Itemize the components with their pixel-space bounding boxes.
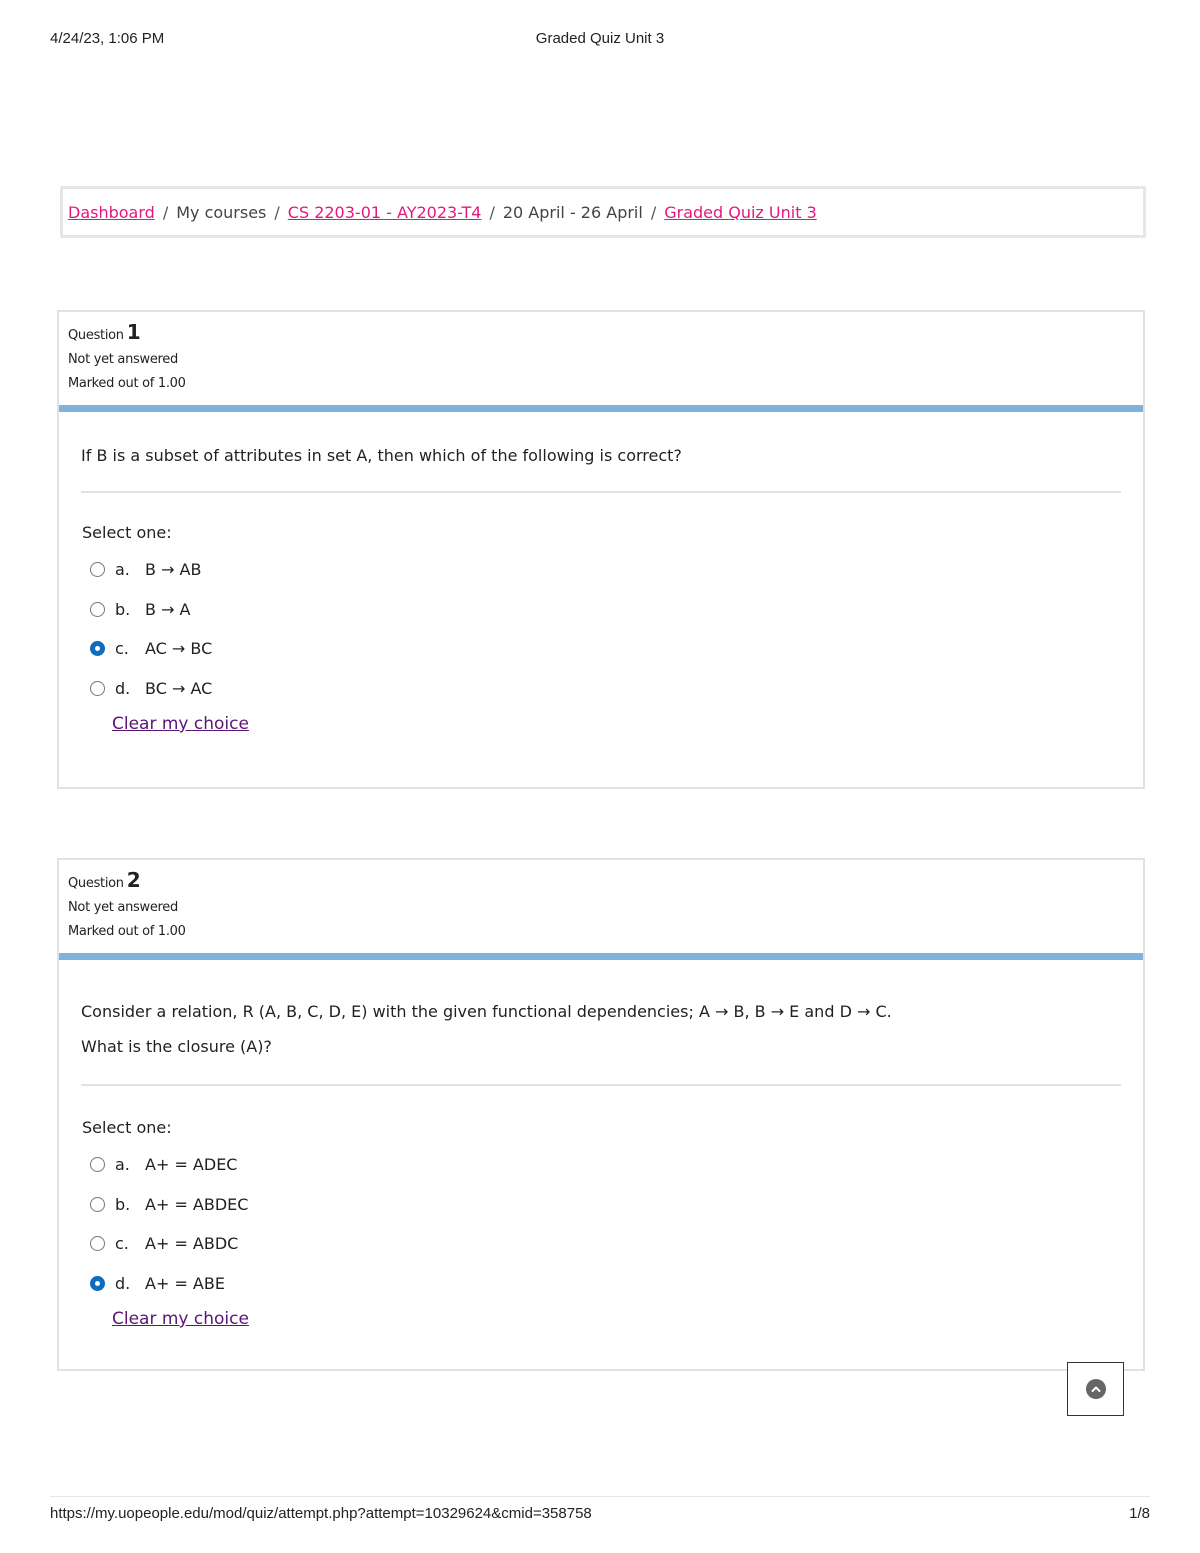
answer-option-b[interactable] [90, 1185, 1143, 1225]
answer-text: A+ = ABE [145, 1273, 225, 1293]
question-grade: Marked out of 1.00 [68, 924, 186, 939]
radio-button[interactable] [90, 602, 105, 617]
answer-text: A+ = ABDEC [145, 1194, 249, 1214]
answer-text: AC → BC [145, 639, 213, 659]
question-2 [57, 858, 1145, 1371]
question-label: Question [68, 876, 124, 891]
back-to-top-button[interactable] [1067, 1362, 1124, 1416]
breadcrumb-separator: / [274, 202, 280, 222]
answer-letter: c. [115, 1234, 129, 1254]
question-1 [57, 310, 1145, 789]
answer-letter: a. [115, 560, 130, 580]
print-header [50, 30, 1150, 50]
breadcrumb-course-link[interactable]: CS 2203-01 - AY2023-T4 [287, 202, 482, 222]
answer-list [90, 550, 1143, 708]
breadcrumb-dashboard-link[interactable]: Dashboard [68, 202, 155, 222]
breadcrumb-my-courses: My courses [176, 202, 267, 222]
chevron-up-icon [1086, 1379, 1106, 1399]
answer-option-a[interactable] [90, 1145, 1143, 1185]
question-text-line: If B is a subset of attributes in set A, then which of the following is correct? [81, 446, 682, 465]
answer-text: B → AB [145, 560, 202, 580]
answer-text: A+ = ADEC [145, 1155, 238, 1175]
question-number-value: 2 [126, 868, 141, 892]
breadcrumb-separator: / [162, 202, 169, 222]
breadcrumb-week: 20 April - 26 April [502, 202, 643, 222]
question-number [68, 320, 1143, 344]
radio-button[interactable] [90, 1157, 105, 1172]
clear-my-choice-link[interactable]: Clear my choice [112, 1309, 249, 1329]
answer-letter: a. [115, 1155, 130, 1175]
question-info [59, 312, 1143, 412]
radio-button[interactable] [90, 681, 105, 696]
radio-button[interactable] [90, 1236, 105, 1251]
answer-option-b[interactable] [90, 590, 1143, 630]
select-one-prompt: Select one: [82, 1118, 172, 1137]
answer-letter: c. [115, 639, 129, 659]
footer-divider [50, 1496, 1150, 1497]
question-state: Not yet answered [68, 900, 178, 915]
radio-button[interactable] [90, 1197, 105, 1212]
print-title: Graded Quiz Unit 3 [535, 30, 665, 47]
question-state: Not yet answered [68, 352, 178, 367]
answer-option-d[interactable] [90, 1264, 1143, 1304]
radio-button[interactable] [90, 562, 105, 577]
answer-list [90, 1145, 1143, 1303]
radio-button-checked[interactable] [90, 1276, 105, 1291]
radio-button-checked[interactable] [90, 641, 105, 656]
print-url: https://my.uopeople.edu/mod/quiz/attempt.php?attempt=10329624&cmid=358758 [50, 1505, 592, 1522]
answer-letter: b. [115, 599, 131, 619]
clear-my-choice-link[interactable]: Clear my choice [112, 714, 249, 734]
question-number [68, 868, 1143, 892]
question-text [81, 960, 1121, 1086]
print-page-number: 1/8 [1129, 1505, 1150, 1522]
print-datetime: 4/24/23, 1:06 PM [50, 30, 165, 47]
breadcrumb-separator: / [489, 202, 495, 222]
answer-option-a[interactable] [90, 550, 1143, 590]
select-one-prompt: Select one: [82, 523, 172, 542]
question-grade: Marked out of 1.00 [68, 376, 186, 391]
answer-text: B → A [145, 599, 191, 619]
breadcrumb-separator: / [650, 202, 657, 222]
answer-letter: b. [115, 1194, 131, 1214]
question-text-line: What is the closure (A)? [81, 1037, 272, 1056]
answer-text: BC → AC [145, 678, 213, 698]
breadcrumb-quiz-link[interactable]: Graded Quiz Unit 3 [664, 202, 817, 222]
print-footer [50, 1505, 1150, 1525]
question-text-line: Consider a relation, R (A, B, C, D, E) with the given functional dependencies; A → B, B → E and D → C. [81, 1002, 892, 1021]
answer-letter: d. [115, 678, 131, 698]
question-label: Question [68, 328, 124, 343]
answer-text: A+ = ABDC [145, 1234, 239, 1254]
question-text [81, 412, 1121, 493]
answer-option-c[interactable] [90, 1224, 1143, 1264]
answer-option-d[interactable] [90, 669, 1143, 709]
answer-letter: d. [115, 1273, 131, 1293]
question-number-value: 1 [126, 320, 141, 344]
answer-option-c[interactable] [90, 629, 1143, 669]
question-info [59, 860, 1143, 960]
breadcrumb [60, 186, 1146, 238]
